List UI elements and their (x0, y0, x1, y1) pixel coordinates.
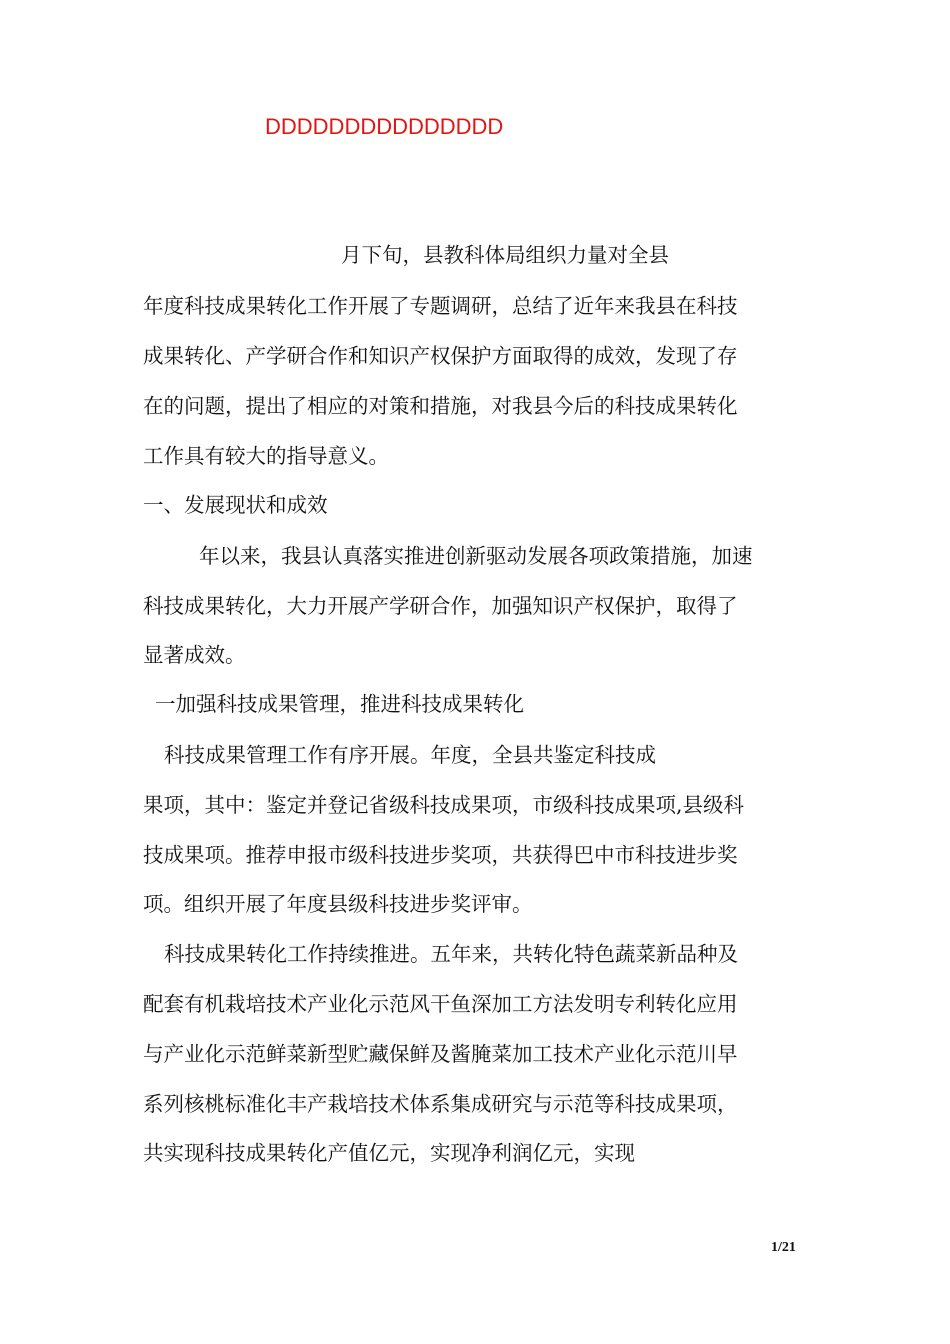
paragraph-line: 成果转化、产学研合作和知识产权保护方面取得的成效，发现了存 (143, 344, 738, 368)
paragraph-line: 科技成果转化，大力开展产学研合作，加强知识产权保护，取得了 (143, 594, 738, 618)
paragraph-line: 年以来，我县认真落实推进创新驱动发展各项政策措施，加速 (199, 544, 753, 568)
paragraph-line: 技成果项。推荐申报市级科技进步奖项，共获得巴中市科技进步奖 (143, 843, 738, 867)
page-number: 1/21 (771, 1240, 796, 1255)
subsection-heading: 一加强科技成果管理，推进科技成果转化 (155, 692, 524, 716)
paragraph-line: 在的问题，提出了相应的对策和措施，对我县今后的科技成果转化 (143, 394, 738, 418)
section-heading: 一、发展现状和成效 (143, 493, 328, 517)
paragraph-line: 与产业化示范鲜菜新型贮藏保鲜及酱腌菜加工技术产业化示范川早 (143, 1042, 738, 1066)
paragraph-line: 工作具有较大的指导意义。 (143, 444, 389, 468)
document-header-title: DDDDDDDDDDDDDDD (265, 114, 504, 139)
paragraph-line: 共实现科技成果转化产值亿元，实现净利润亿元，实现 (143, 1141, 635, 1165)
paragraph-line: 显著成效。 (143, 643, 246, 667)
paragraph-line: 科技成果管理工作有序开展。年度，全县共鉴定科技成 (164, 743, 656, 767)
paragraph-line: 年度科技成果转化工作开展了专题调研，总结了近年来我县在科技 (143, 294, 738, 318)
paragraph-line: 果项，其中：鉴定并登记省级科技成果项，市级科技成果项,县级科 (143, 793, 745, 817)
paragraph-line: 配套有机栽培技术产业化示范风干鱼深加工方法发明专利转化应用 (143, 992, 738, 1016)
paragraph-line: 科技成果转化工作持续推进。五年来，共转化特色蔬菜新品种及 (164, 942, 738, 966)
paragraph-line: 系列核桃标准化丰产栽培技术体系集成研究与示范等科技成果项， (143, 1092, 738, 1116)
paragraph-line: 月下旬，县教科体局组织力量对全县 (341, 243, 669, 267)
paragraph-line: 项。组织开展了年度县级科技进步奖评审。 (143, 892, 533, 916)
